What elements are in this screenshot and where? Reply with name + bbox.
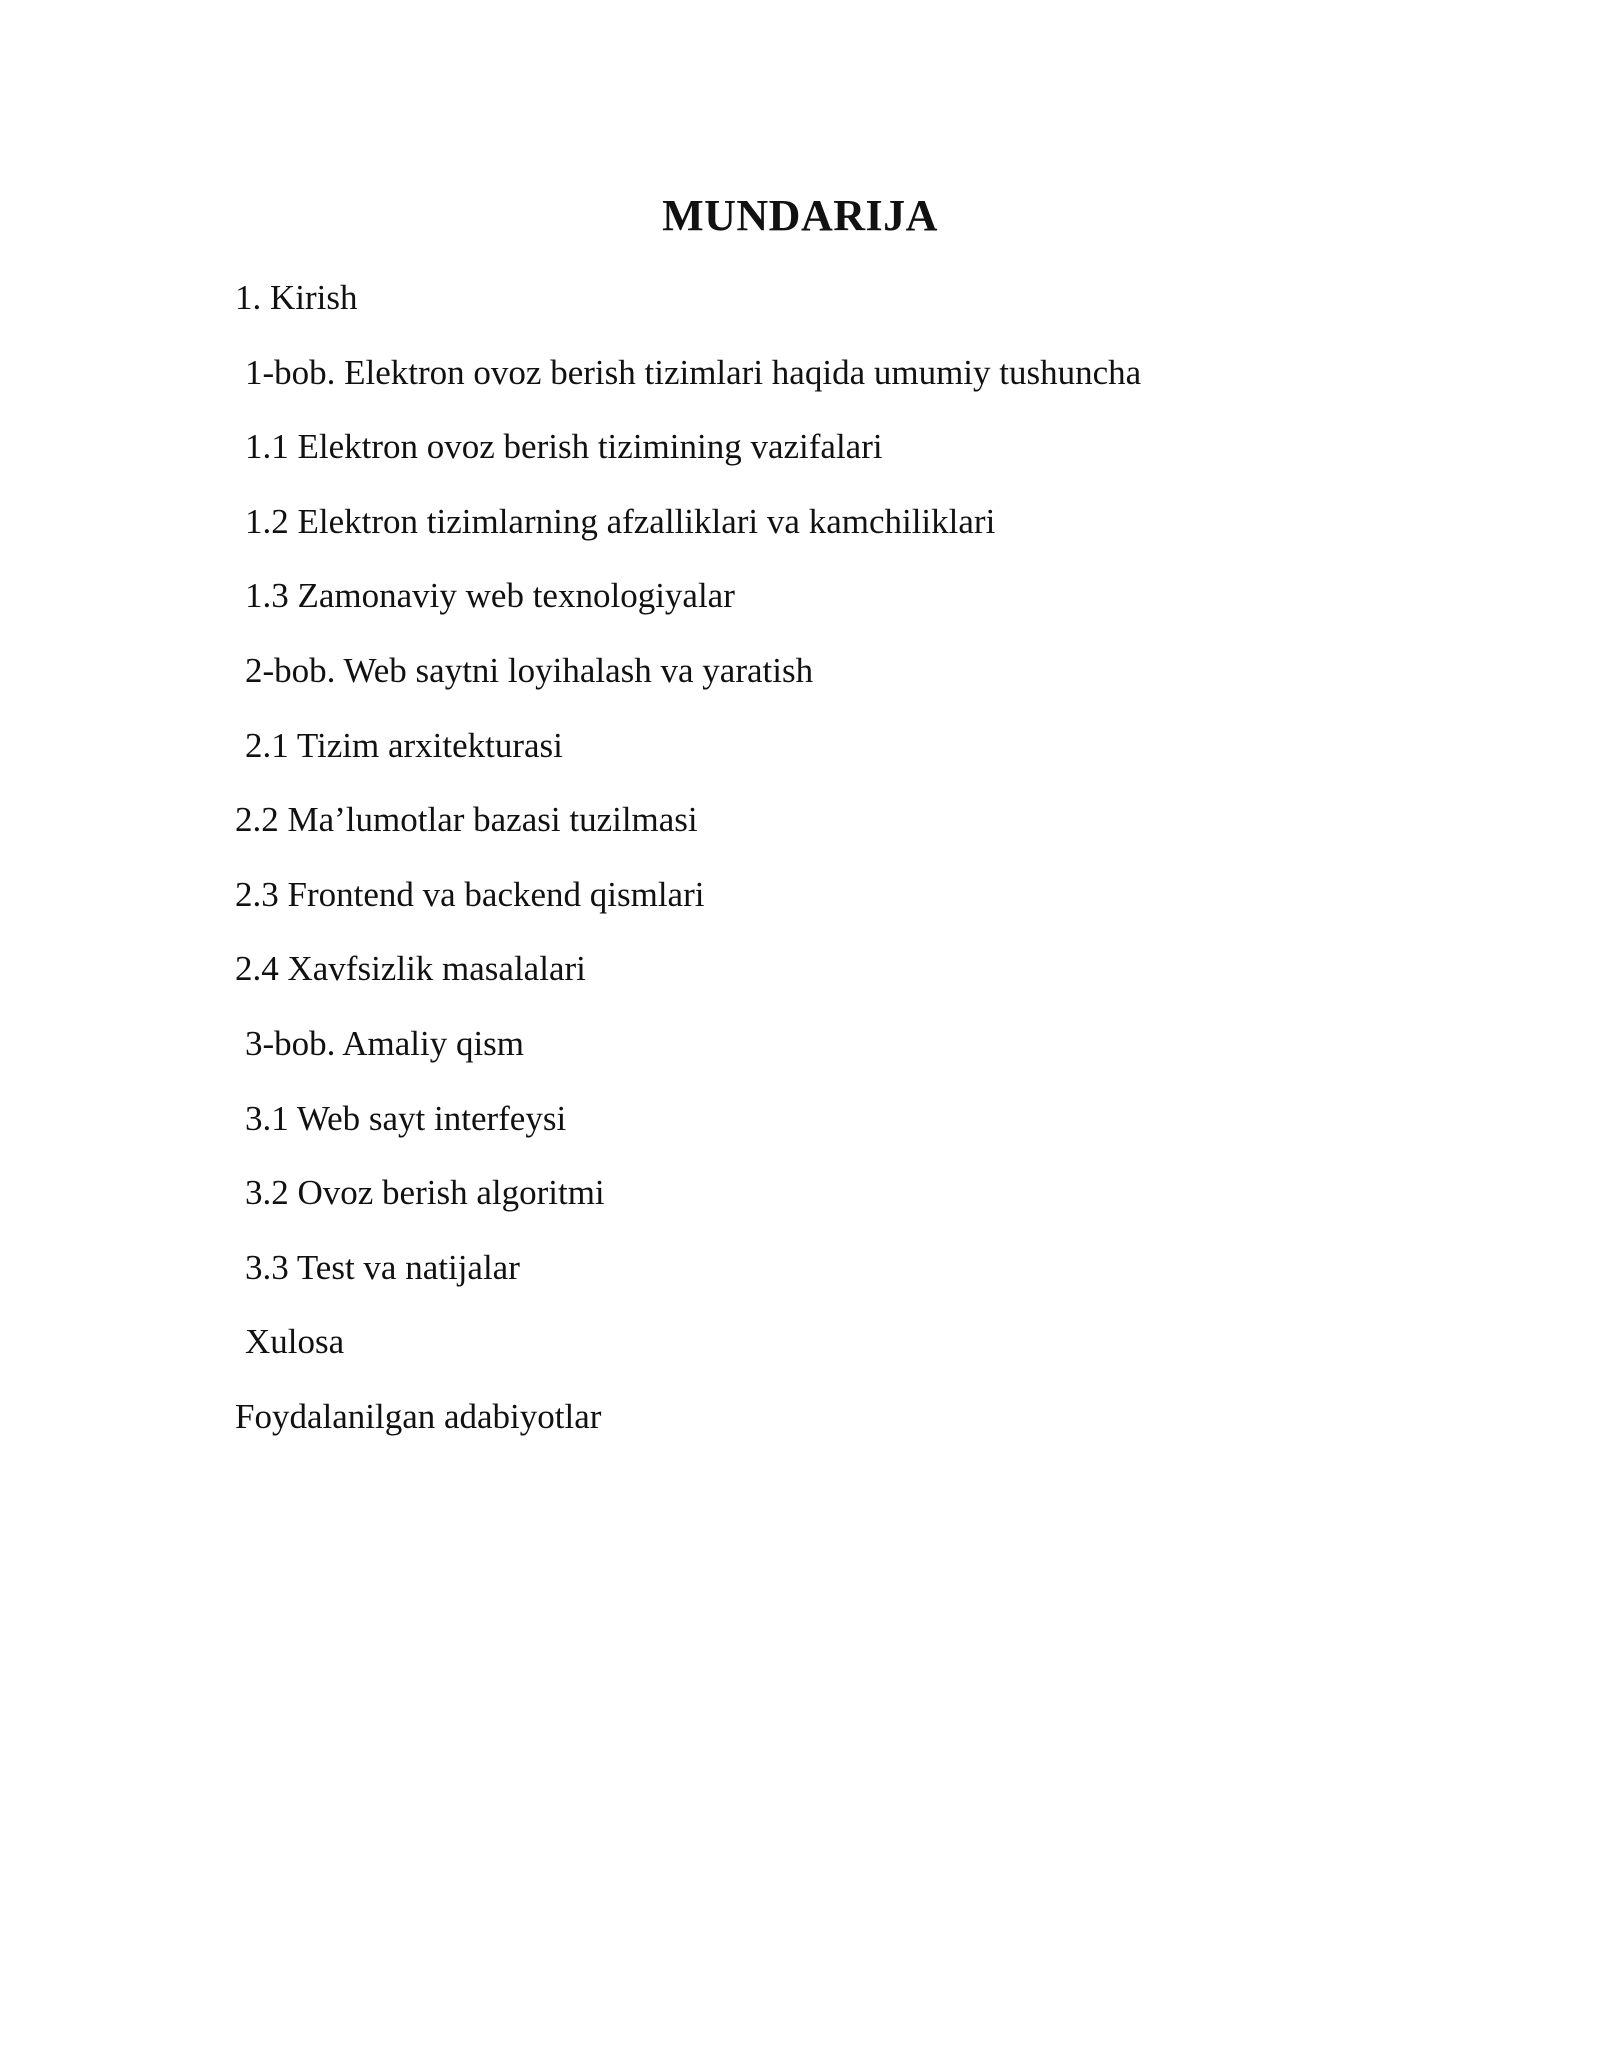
toc-item: 3-bob. Amaliy qism	[245, 1023, 525, 1063]
toc-item: 1.2 Elektron tizimlarning afzalliklari va kamchiliklari	[245, 501, 996, 541]
toc-item: 3.1 Web sayt interfeysi	[245, 1098, 567, 1138]
toc-item: 2-bob. Web saytni loyihalash va yaratish	[245, 650, 814, 690]
toc-item: 2.4 Xavfsizlik masalalari	[235, 949, 586, 989]
toc-item: 2.3 Frontend va backend qismlari	[235, 874, 705, 914]
toc-item: 1-bob. Elektron ovoz berish tizimlari haqida umumiy tushuncha	[245, 352, 1142, 392]
toc-item: 2.1 Tizim arxitekturasi	[245, 725, 563, 765]
toc-item: 1.1 Elektron ovoz berish tizimining vazifalari	[245, 427, 883, 467]
page-title: MUNDARIJA	[662, 191, 938, 240]
toc-item: Foydalanilgan adabiyotlar	[235, 1396, 602, 1436]
toc-item: 3.3 Test va natijalar	[245, 1247, 520, 1287]
toc-item: 1. Kirish	[235, 278, 358, 317]
toc-item: 1.3 Zamonaviy web texnologiyalar	[245, 576, 735, 616]
toc-item: Xulosa	[245, 1322, 345, 1362]
toc-item: 3.2 Ovoz berish algoritmi	[245, 1173, 605, 1213]
table-of-contents	[235, 270, 1435, 1464]
toc-item: 2.2 Ma’lumotlar bazasi tuzilmasi	[235, 800, 698, 840]
